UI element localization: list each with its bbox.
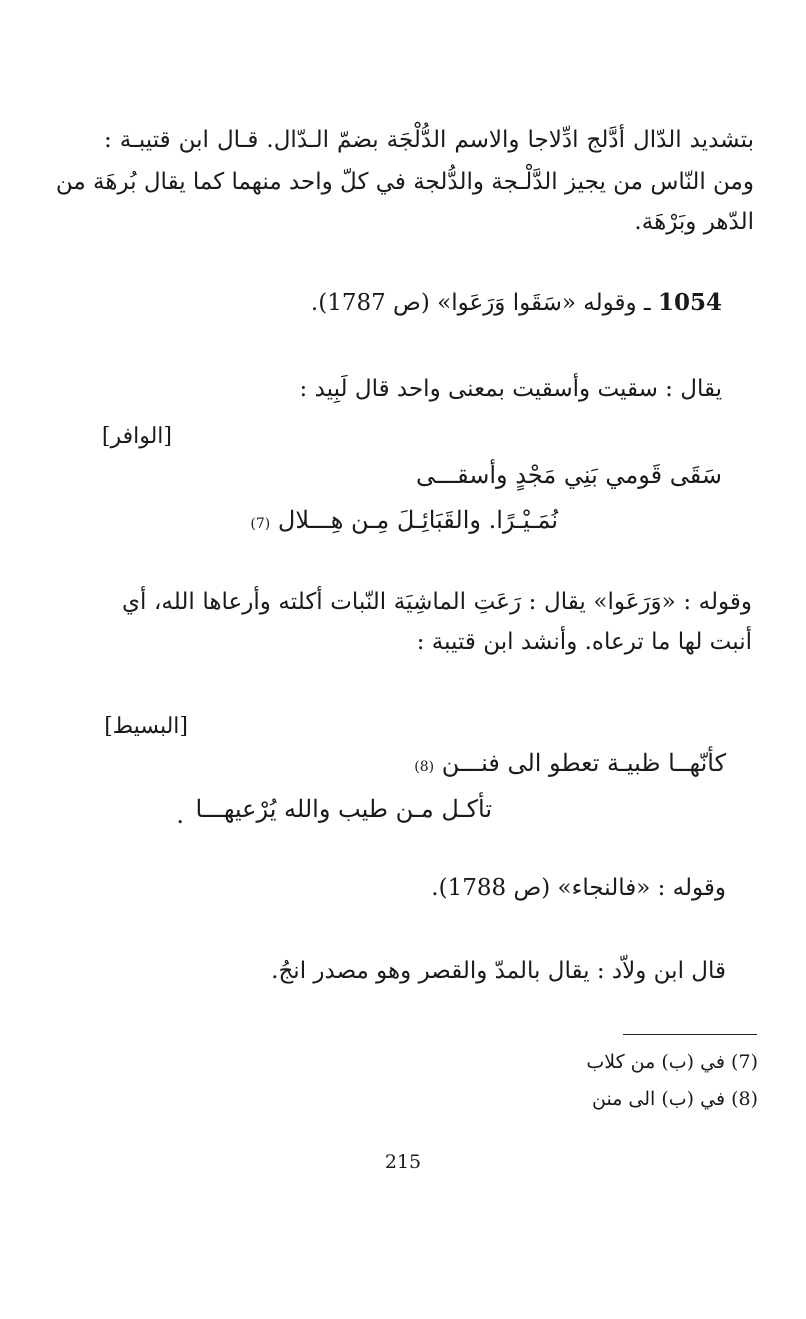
meter-label-wafir: [الوافر]	[101, 424, 172, 449]
verse-2-trailing-dot: .	[176, 801, 184, 829]
footnote-ref-8: (8)	[414, 759, 435, 775]
paragraph-3-line-2: أنبت لها ما ترعاه. وأنشد ابن قتيبة :	[416, 629, 752, 655]
footnote-separator	[623, 1034, 757, 1035]
paragraph-1-line-2: ومن النّاس من يجيز الدَّلْـجة والدُّلجة في كلّ واحد منهما كما يقال بُرهَة من	[55, 169, 754, 195]
verse-1-second-text: نُمَـيْـرًا. والقَبَائِـلَ مِـن هِـــلال	[277, 506, 558, 534]
verse-2-first-hemistich	[414, 746, 726, 784]
meter-label-basit: [البسيط]	[104, 714, 188, 739]
paragraph-1-line-3: الدّهر وبَرْهَة.	[634, 209, 754, 235]
verse-1-second-hemistich	[250, 503, 558, 541]
paragraph-3-line-1: وقوله : «وَرَعَوا» يقال : رَعَتِ الماشِيَة النّبات أكلته وأرعاها الله، أي	[122, 589, 752, 615]
entry-text: ـ وقوله «سَقَوا وَرَعَوا» (ص 1787).	[310, 290, 651, 316]
paragraph-4: وقوله : «فالنجاء» (ص 1788).	[431, 875, 726, 901]
footnote-8: (8) في (ب) الى منن	[592, 1088, 758, 1110]
entry-heading	[311, 287, 722, 319]
page-number: 215	[384, 1151, 422, 1173]
verse-1-first-hemistich: سَقَى قَومي بَنِي مَجْدٍ وأسقـــى	[416, 461, 722, 489]
footnote-7: (7) في (ب) من كلاب	[586, 1051, 758, 1073]
verse-2-first-text: كأنّهــا ظبيـة تعطو الى فنـــن	[441, 749, 726, 777]
footnote-ref-7: (7)	[250, 516, 271, 532]
paragraph-1-line-1: بتشديد الدّال أدَّلج ادِّلاجا والاسم الدُّلْجَة بضمّ الـدّال. قـال ابن قتيبـة :	[104, 127, 754, 153]
paragraph-5: قال ابن ولاّد : يقال بالمدّ والقصر وهو مصدر انجُ.	[271, 958, 726, 984]
entry-number: 1054	[657, 289, 722, 316]
paragraph-2: يقال : سقيت وأسقيت بمعنى واحد قال لَبِيد :	[299, 376, 722, 402]
verse-2-second-hemistich: تأكـل مـن طيب والله يُرْعيهـــا	[195, 795, 492, 823]
